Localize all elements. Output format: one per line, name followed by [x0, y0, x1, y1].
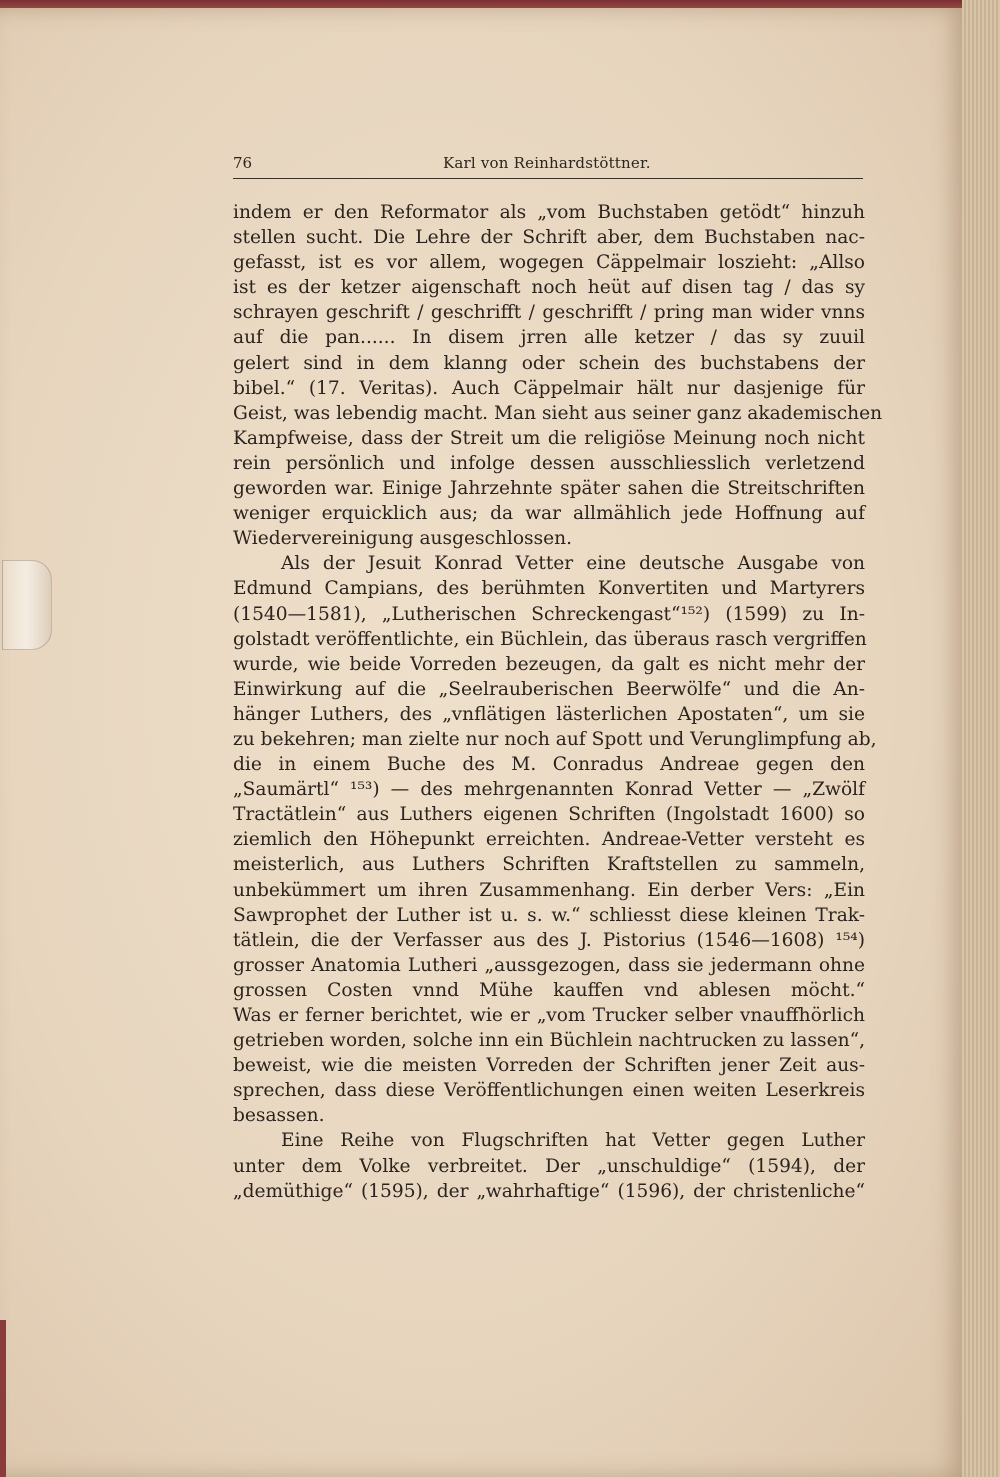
text-line: zu bekehren; man zielte nur noch auf Spott und Verunglimpfung ab, [233, 728, 877, 750]
text-line: stellen sucht. Die Lehre der Schrift aber, dem Buchstaben nac- [233, 227, 865, 249]
text-line: schrayen geschrift / geschrifft / geschrifft / pring man wider vnns [233, 302, 865, 324]
text-line: ziemlich den Höhepunkt erreichten. Andreae-Vetter versteht es [233, 829, 865, 851]
text-line: ist es der ketzer aigenschaft noch heüt auf disen tag / das sy [233, 277, 865, 299]
binding-strip [0, 1320, 6, 1477]
text-line: golstadt veröffentlichte, ein Büchlein, das überaus rasch vergriffen [233, 628, 867, 650]
text-line: besassen. [233, 1105, 325, 1127]
text-line: indem er den Reformator als „vom Buchstaben getödt“ hinzuh [233, 202, 865, 223]
text-line: beweist, wie die meisten Vorreden der Schriften jener Zeit aus- [233, 1055, 865, 1077]
text-line: grosser Anatomia Lutheri „aussgezogen, dass sie jedermann ohne [233, 954, 865, 976]
text-line: Kampfweise, dass der Streit um die religiöse Meinung noch nicht [233, 427, 865, 449]
text-line: bibel.“ (17. Veritas). Auch Cäppelmair hält nur dasjenige für [233, 377, 865, 399]
text-line: rein persönlich und infolge dessen ausschliesslich verletzend [233, 452, 865, 474]
text-line: meisterlich, aus Luthers Schriften Kraftstellen zu sammeln, [233, 854, 865, 876]
paragraph [233, 200, 883, 551]
text-line: gelert sind in dem klanng oder schein des buchstabens der [233, 352, 865, 374]
text-line: Wiedervereinigung ausgeschlossen. [233, 528, 573, 550]
text-line: Geist, was lebendig macht. Man sieht aus seiner ganz akademischen [233, 402, 883, 424]
text-line: tätlein, die der Verfasser aus des J. Pistorius (1546—1608) ¹⁵⁴) [233, 929, 865, 951]
text-line: geworden war. Einige Jahrzehnte später sahen die Streitschriften [233, 478, 865, 500]
text-line: Einwirkung auf die „Seelrauberischen Beerwölfe“ und die An- [233, 678, 865, 700]
text-line: grossen Costen vnnd Mühe kauffen vnd ablesen möcht.“ [233, 979, 865, 1001]
text-line: „demüthige“ (1595), der „wahrhaftige“ (1596), der christenliche“ [233, 1180, 865, 1202]
text-line: „Saumärtl“ ¹⁵³) — des mehrgenannten Konrad Vetter — „Zwölf [233, 779, 865, 801]
text-line: Als der Jesuit Konrad Vetter eine deutsche Ausgabe von [281, 553, 865, 575]
text-line: Tractätlein“ aus Luthers eigenen Schriften (Ingolstadt 1600) so [233, 804, 865, 826]
text-line: hänger Luthers, des „vnflätigen lästerlichen Apostaten“, um sie [233, 703, 865, 725]
text-line: die in einem Buche des M. Conradus Andreae gegen den [233, 754, 865, 776]
page-clip [2, 560, 52, 650]
text-line: Sawprophet der Luther ist u. s. w.“ schliesst diese kleinen Trak- [233, 904, 865, 926]
paragraph [233, 1128, 865, 1203]
text-line: gefasst, ist es vor allem, wogegen Cäppelmair loszieht: „Allso [233, 252, 865, 274]
text-line: auf die pan...... In disem jrren alle ketzer / das sy zuuil [233, 327, 865, 349]
body-text [233, 200, 883, 1204]
text-line: Was er ferner berichtet, wie er „vom Trucker selber vnauffhörlich [233, 1005, 865, 1026]
running-head: Karl von Reinhardstöttner. [443, 154, 651, 172]
paragraph [233, 551, 877, 1128]
text-line: getrieben worden, solche inn ein Büchlein nachtrucken zu lassen“, [233, 1030, 865, 1052]
text-line: Eine Reihe von Flugschriften hat Vetter gegen Luther [281, 1130, 865, 1152]
text-line: (1540—1581), „Lutherischen Schreckengast“¹⁵²) (1599) zu In- [233, 603, 865, 625]
text-line: weniger erquicklich aus; da war allmählich jede Hoffnung auf [233, 503, 865, 525]
text-line: unter dem Volke verbreitet. Der „unschuldige“ (1594), der [233, 1155, 865, 1177]
page-header [233, 152, 863, 179]
text-line: sprechen, dass diese Veröffentlichungen einen weiten Leserkreis [233, 1080, 865, 1102]
text-line: unbekümmert um ihren Zusammenhang. Ein derber Vers: „Ein [233, 879, 865, 901]
page-number: 76 [233, 154, 253, 172]
page-fore-edge [962, 0, 1000, 1477]
text-line: Edmund Campians, des berühmten Konvertiten und Martyrers [233, 578, 865, 600]
text-line: wurde, wie beide Vorreden bezeugen, da galt es nicht mehr der [233, 653, 865, 675]
